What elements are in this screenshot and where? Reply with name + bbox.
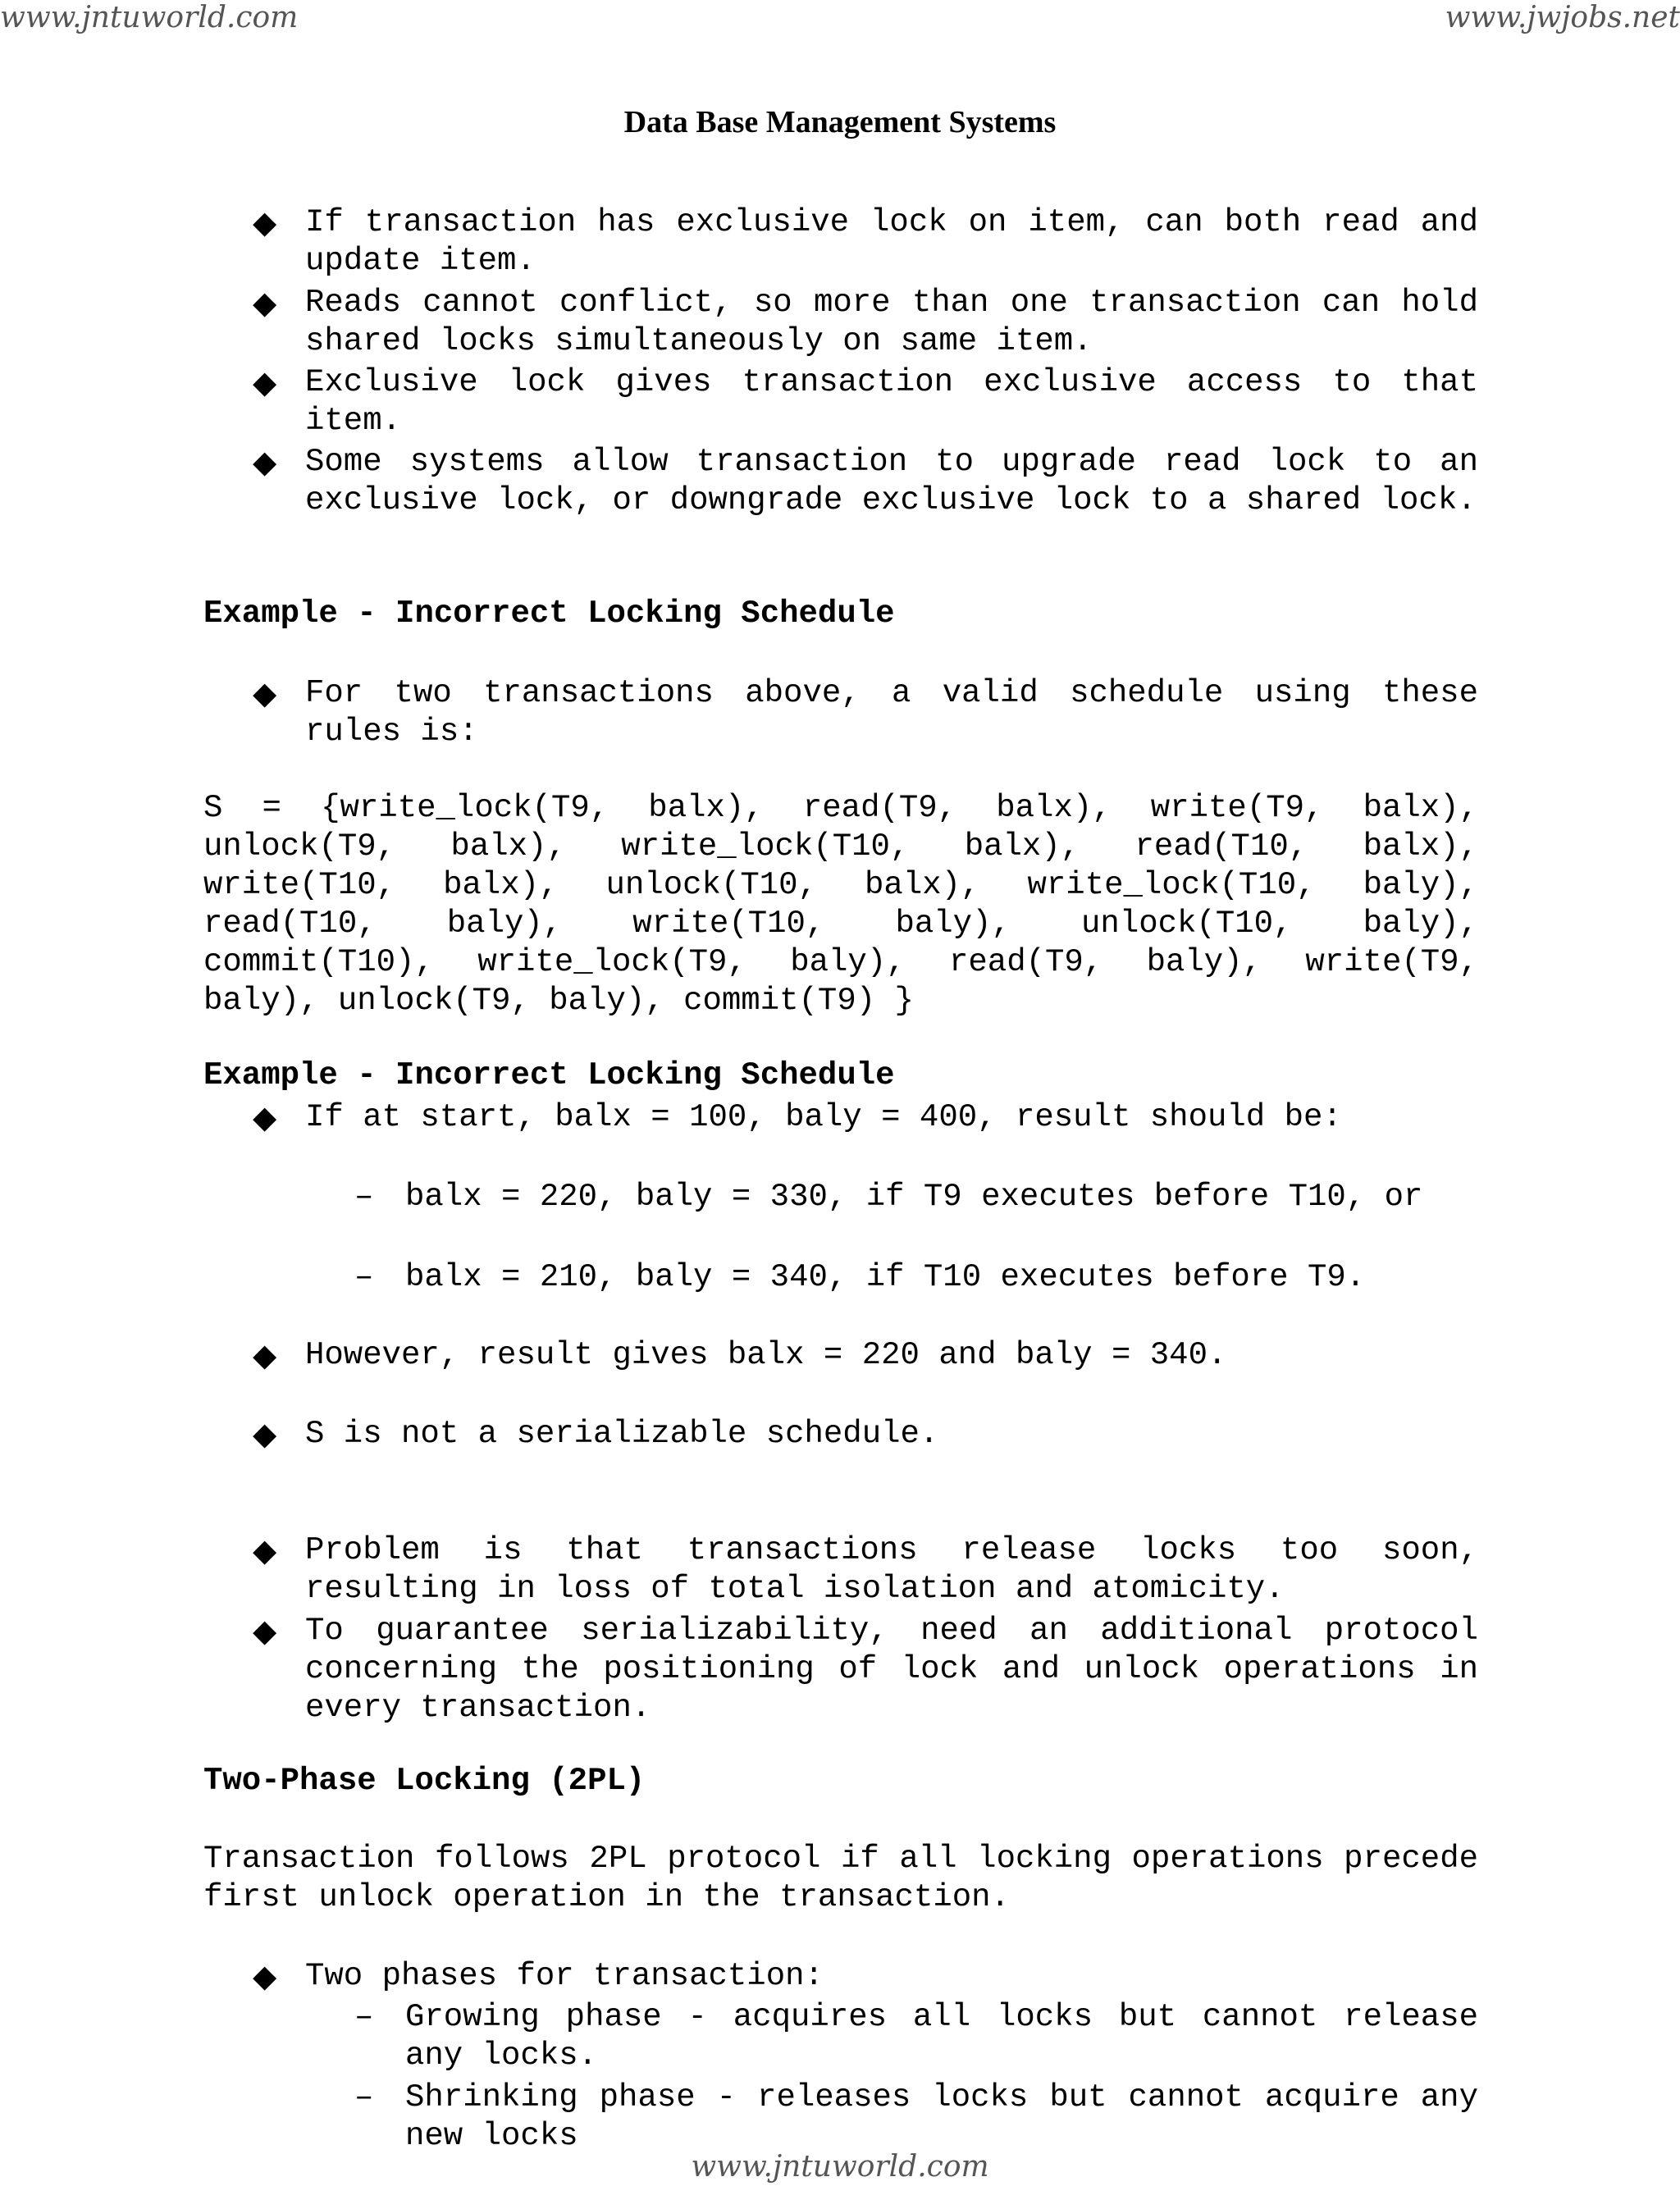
sub-list-item: Growing phase - acquires all locks but cannot release any locks.	[405, 1999, 1478, 2074]
sub-list-item: Shrinking phase - releases locks but cannot acquire any new locks	[405, 2079, 1478, 2154]
diamond-bullet-icon: ◆	[253, 1613, 277, 1649]
list-item: Reads cannot conflict, so more than one transaction can hold shared locks simultaneously on same item.	[305, 285, 1478, 359]
footer-watermark: www.jntuworld.com	[691, 2150, 989, 2184]
diamond-bullet-icon: ◆	[253, 675, 277, 711]
list-item: S is not a serializable schedule.	[305, 1416, 939, 1452]
diamond-bullet-icon: ◆	[253, 285, 277, 321]
list-item: However, result gives balx = 220 and baly = 340.	[305, 1337, 1227, 1373]
schedule-line: unlock(T9, balx), write_lock(T10, balx), read(T10, balx),	[203, 828, 1478, 865]
schedule-line: baly), unlock(T9, baly), commit(T9) }	[203, 983, 914, 1019]
list-item: Exclusive lock gives transaction exclusive access to that item.	[305, 364, 1478, 439]
section-heading: Two-Phase Locking (2PL)	[203, 1763, 646, 1799]
schedule-block	[203, 789, 1478, 1020]
list-item: Problem is that transactions release locks too soon, resulting in loss of total isolation and atomicity.	[305, 1532, 1478, 1607]
schedule-line: write(T10, balx), unlock(T10, balx), write_lock(T10, baly),	[203, 867, 1478, 903]
dash-bullet-icon: –	[354, 2079, 374, 2115]
diamond-bullet-icon: ◆	[253, 444, 277, 480]
schedule-line: read(T10, baly), write(T10, baly), unlock(T10, baly),	[203, 906, 1478, 942]
section-heading: Example - Incorrect Locking Schedule	[203, 1057, 895, 1093]
dash-bullet-icon: –	[354, 1259, 374, 1295]
header-left-watermark: www.jntuworld.com	[0, 1, 299, 34]
diamond-bullet-icon: ◆	[253, 364, 277, 400]
diamond-bullet-icon: ◆	[253, 1532, 277, 1568]
diamond-bullet-icon: ◆	[253, 1099, 277, 1135]
diamond-bullet-icon: ◆	[253, 1958, 277, 1994]
sub-list-item: balx = 220, baly = 330, if T9 executes before T10, or	[405, 1179, 1423, 1215]
section-heading: Example - Incorrect Locking Schedule	[203, 596, 895, 632]
paragraph: Transaction follows 2PL protocol if all locking operations precede first unlock operation in the transaction.	[203, 1841, 1478, 1915]
list-item: Some systems allow transaction to upgrade read lock to an exclusive lock, or downgrade exclusive lock to a shared lock.	[305, 444, 1478, 518]
schedule-line: commit(T10), write_lock(T9, baly), read(T9, baly), write(T9,	[203, 944, 1478, 980]
list-item: Two phases for transaction:	[305, 1958, 824, 1994]
page-title: Data Base Management Systems	[623, 105, 1057, 139]
list-item: If at start, balx = 100, baly = 400, result should be:	[305, 1099, 1342, 1135]
header-right-watermark: www.jwjobs.net	[1445, 1, 1680, 34]
list-item: If transaction has exclusive lock on item, can both read and update item.	[305, 204, 1478, 279]
diamond-bullet-icon: ◆	[253, 1416, 277, 1452]
dash-bullet-icon: –	[354, 1179, 374, 1215]
list-item: For two transactions above, a valid schedule using these rules is:	[305, 675, 1478, 750]
list-item: To guarantee serializability, need an additional protocol concerning the positioning of lock and unlock operations in every transaction.	[305, 1613, 1478, 1726]
diamond-bullet-icon: ◆	[253, 204, 277, 240]
sub-list-item: balx = 210, baly = 340, if T10 executes before T9.	[405, 1259, 1366, 1295]
dash-bullet-icon: –	[354, 1999, 374, 2035]
diamond-bullet-icon: ◆	[253, 1337, 277, 1373]
schedule-line: S = {write_lock(T9, balx), read(T9, balx), write(T9, balx),	[203, 790, 1478, 826]
